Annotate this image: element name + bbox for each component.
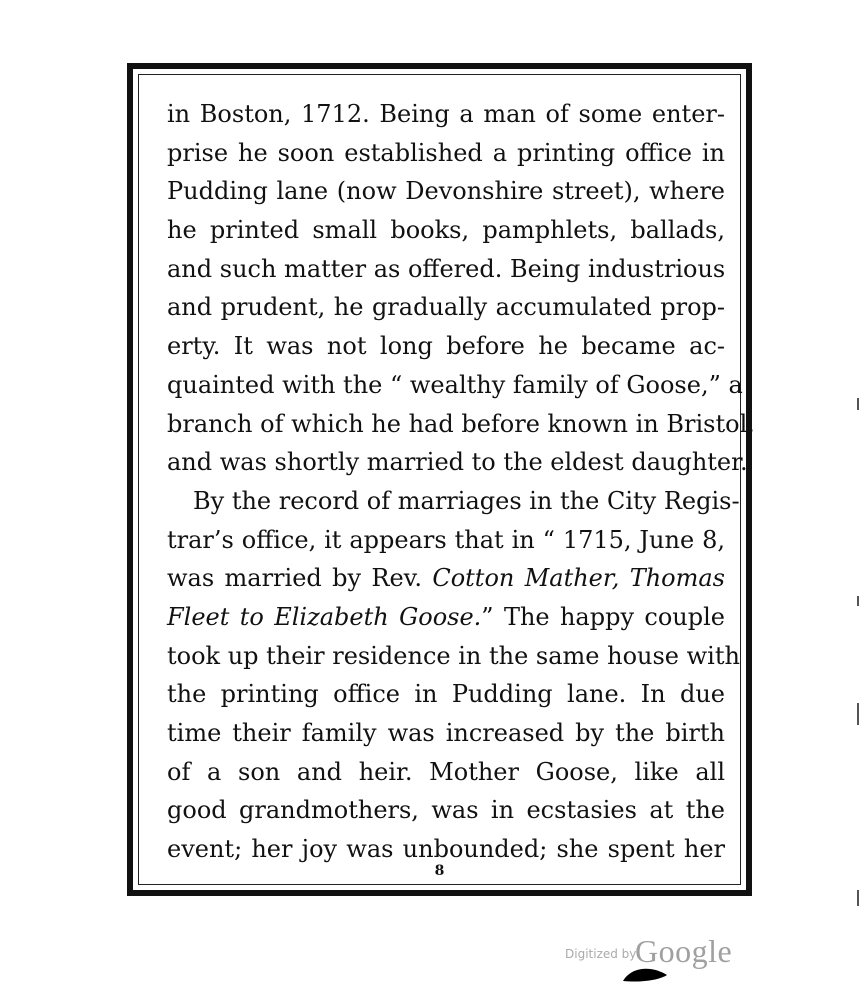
page-number: 8 <box>434 863 445 879</box>
text-line-mixed <box>167 598 725 637</box>
text-line: the printing office in Pudding lane. In due <box>167 680 725 709</box>
text-line: and prudent, he gradually accumulated prop- <box>167 293 725 322</box>
digitized-by-text: Digitized by <box>565 947 637 961</box>
text-segment: was married by Rev. <box>167 564 433 593</box>
scan-edge-mark <box>857 703 859 725</box>
text-line: in Boston, 1712. Being a man of some enter- <box>167 100 725 128</box>
text-line: erty. It was not long before he became ac- <box>167 332 725 361</box>
italic-names: Fleet to Elizabeth Goose. <box>167 602 482 631</box>
scan-edge-mark <box>857 890 859 906</box>
scan-edge-mark <box>857 596 859 606</box>
text-line: trar’s office, it appears that in “ 1715, June 8, <box>167 525 725 554</box>
page-border-outer <box>127 63 755 896</box>
text-line: time their family was increased by the birth <box>167 719 725 747</box>
text-line: took up their residence in the same house with <box>167 641 740 670</box>
text-line-mixed <box>167 559 725 598</box>
text-line: and was shortly married to the eldest daughter. <box>167 448 748 477</box>
scan-edge-mark <box>857 398 859 410</box>
text-line: Pudding lane (now Devonshire street), where <box>167 177 725 206</box>
digitized-by-google-watermark <box>565 935 745 985</box>
text-line: and such matter as offered. Being industrious <box>167 254 726 283</box>
text-line: good grandmothers, was in ecstasies at the <box>167 796 725 825</box>
text-line: By the record of marriages in the City Regis- <box>193 486 740 515</box>
text-line: he printed small books, pamphlets, ballads, <box>167 216 725 245</box>
text-segment: ” The happy couple <box>481 602 725 631</box>
google-swoosh-icon <box>621 963 671 985</box>
google-logo-text: Google <box>635 933 733 969</box>
page-border-inner <box>138 74 755 885</box>
text-line: prise he soon established a printing office in <box>167 138 725 167</box>
text-line: quainted with the “ wealthy family of Goose,” a <box>167 370 743 399</box>
text-line: of a son and heir. Mother Goose, like all <box>167 757 725 786</box>
text-line: branch of which he had before known in Bristol, <box>167 409 755 438</box>
italic-names: Cotton Mather, Thomas <box>432 564 725 593</box>
text-line: event; her joy was unbounded; she spent her <box>167 835 725 864</box>
body-text <box>167 95 755 869</box>
